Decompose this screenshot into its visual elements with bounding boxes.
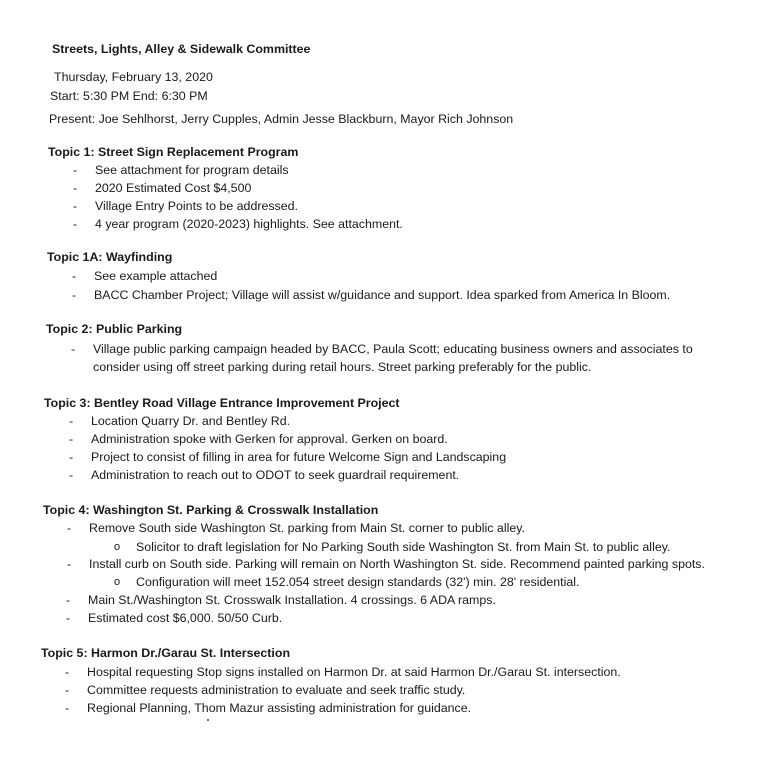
sub-list-item: Configuration will meet 152.054 street design standards (32') min. 28' residential. — [136, 575, 580, 589]
list-item: 4 year program (2020-2023) highlights. See attachment. — [95, 217, 403, 231]
circle-bullet: o — [114, 541, 121, 553]
dash-bullet: - — [67, 521, 72, 535]
dash-bullet: - — [73, 181, 78, 195]
list-item: Village Entry Points to be addressed. — [95, 199, 298, 213]
list-item: Estimated cost $6,000. 50/50 Curb. — [88, 611, 283, 625]
list-item: Administration spoke with Gerken for approval. Gerken on board. — [91, 432, 448, 446]
topic-heading: Topic 3: Bentley Road Village Entrance Improvement Project — [44, 396, 400, 410]
dash-bullet: - — [65, 665, 70, 679]
list-item: Village public parking campaign headed by BACC, Paula Scott; educating business owners and associates to — [93, 342, 693, 356]
list-item: 2020 Estimated Cost $4,500 — [95, 181, 252, 195]
list-item: See attachment for program details — [95, 163, 289, 177]
list-item: Regional Planning, Thom Mazur assisting administration for guidance. — [87, 701, 472, 715]
list-item: Committee requests administration to evaluate and seek traffic study. — [87, 683, 466, 697]
list-item: Project to consist of filling in area for future Welcome Sign and Landscaping — [91, 450, 507, 464]
topic-heading: Topic 4: Washington St. Parking & Crosswalk Installation — [43, 503, 379, 517]
dash-bullet: - — [66, 593, 71, 607]
sub-list-item: Solicitor to draft legislation for No Parking South side Washington St. from Main St. to public alley. — [136, 540, 671, 554]
dash-bullet: - — [69, 450, 74, 464]
list-item: Administration to reach out to ODOT to seek guardrail requirement. — [91, 468, 460, 482]
committee-title: Streets, Lights, Alley & Sidewalk Committee — [52, 42, 311, 56]
dash-bullet: - — [69, 468, 74, 482]
list-item: Hospital requesting Stop signs installed on Harmon Dr. at said Harmon Dr./Garau St. intersection. — [87, 665, 621, 679]
list-item: Remove South side Washington St. parking from Main St. corner to public alley. — [89, 521, 525, 535]
dash-bullet: - — [65, 683, 70, 697]
dash-bullet: - — [73, 199, 78, 213]
dash-bullet: - — [73, 163, 78, 177]
dash-bullet: - — [69, 414, 74, 428]
scan-speck — [207, 719, 209, 721]
dash-bullet: - — [65, 701, 70, 715]
list-item: Location Quarry Dr. and Bentley Rd. — [91, 414, 291, 428]
meeting-date: Thursday, February 13, 2020 — [54, 70, 213, 84]
topic-heading: Topic 2: Public Parking — [46, 322, 183, 336]
topic-heading: Topic 1: Street Sign Replacement Program — [48, 145, 299, 159]
dash-bullet: - — [69, 432, 74, 446]
topic-heading: Topic 1A: Wayfinding — [47, 250, 173, 264]
list-item: Main St./Washington St. Crosswalk Installation. 4 crossings. 6 ADA ramps. — [88, 593, 496, 607]
list-item-continuation: consider using off street parking during retail hours. Street parking preferably for the public. — [93, 360, 592, 374]
attendees: Present: Joe Sehlhorst, Jerry Cupples, Admin Jesse Blackburn, Mayor Rich Johnson — [49, 112, 514, 126]
meeting-time: Start: 5:30 PM End: 6:30 PM — [50, 89, 208, 103]
dash-bullet: - — [73, 217, 78, 231]
dash-bullet: - — [67, 557, 72, 571]
dash-bullet: - — [72, 269, 77, 283]
dash-bullet: - — [72, 288, 77, 302]
list-item: Install curb on South side. Parking will remain on North Washington St. side. Recommend painted parking spots. — [89, 557, 705, 571]
list-item: BACC Chamber Project; Village will assist w/guidance and support. Idea sparked from America In Bloom. — [94, 288, 671, 302]
topic-heading: Topic 5: Harmon Dr./Garau St. Intersection — [41, 646, 291, 660]
list-item: See example attached — [94, 269, 218, 283]
dash-bullet: - — [71, 342, 76, 356]
dash-bullet: - — [66, 611, 71, 625]
circle-bullet: o — [114, 576, 121, 588]
